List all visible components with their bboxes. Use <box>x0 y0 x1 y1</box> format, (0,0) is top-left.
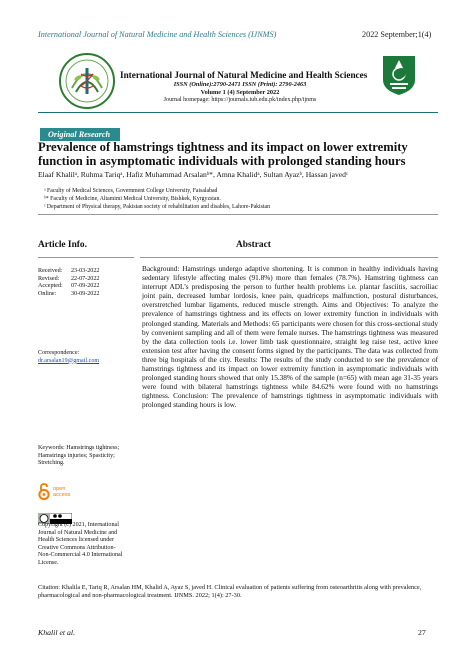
date-received: Received: 23-03-2022 <box>38 268 100 274</box>
abstract-text: Background: Hamstrings undergo adaptive shortening. It is common in healthy individuals having sedentary lifestyle affecting males (91.8%) more than females (78.7%). Hamstring tightness can interrupt ADL’s predisposing the person to further health problems i.e. plantar fasciitis, sacroiliac joint pain, decreased lumbar lordosis, knee pain, quadriceps malfunction, postural disturbances, overstretched lumbar ligaments, reduced muscle strength. Aims and Objectives: To analyze the prevalence of hamstrings tightness and its effects on lower extremity function in individuals with prolonged standing. Materials and Methods: 65 participants were chosen for this cross-sectional study by convenient sampling and all of them were female nurses. The hamstrings tightness was measured by the data collection tools i.e. lower limb task questionnaire, straight leg raise test, active knee extension test after having the consent forms signed by the participants. The data was collected from three big hospitals of the city. Results: The results of the study conducted to see the prevalence of hamstrings tightness and its impact on lower extremity function in asymptomatic individuals with prolonged standing hours showed that only 15.38% of the sample (n=65) with mean age 31-35 years were found with bilateral hamstrings tightness while 84.62% were found with no hamstrings tightness. Conclusion: The prevalence of hamstrings tightness in asymptomatic individuals with prolonged standing hours is low. <box>142 265 438 410</box>
affiliation-c: ᶜ Department of Physical therapy, Pakistan society of rehabilitation and disables, Lahore-Pakistan <box>44 204 270 210</box>
date-online: Online: 30-09-2022 <box>38 290 100 297</box>
open-access-badge <box>38 483 70 500</box>
masthead-divider <box>38 112 438 113</box>
info-divider <box>38 257 134 258</box>
open-access-word-1: open <box>53 485 66 492</box>
article-info-heading: Article Info. <box>38 240 87 250</box>
page-number: 27 <box>418 628 426 637</box>
abstract-divider <box>140 257 438 258</box>
correspondence-label: Correspondence: <box>38 350 80 356</box>
keywords: Keywords: Hamstrings tightness; Hamstrings injuries; Spasticity; Stretching. <box>38 445 120 467</box>
homepage-link[interactable]: https://journals.iub.edu.pk/index.php/ijnms <box>211 97 317 103</box>
journal-title: International Journal of Natural Medicine and Health Sciences <box>120 70 368 80</box>
running-issue: 2022 September;1(4) <box>362 30 432 39</box>
running-journal-title: International Journal of Natural Medicine and Health Sciences (IJNMS) <box>38 30 277 39</box>
date-revised: Revised: 22-07-2022 <box>38 275 100 282</box>
homepage-label: Journal homepage: <box>163 97 210 103</box>
correspondence-email-link[interactable]: dr.arsalan19@gmail.com <box>38 357 100 364</box>
article-title: Prevalence of hamstrings tightness and its impact on lower extremity function in asymptomatic individuals with prolonged standing hours <box>38 140 408 169</box>
open-access-word-2: access <box>53 491 71 498</box>
date-accepted: Accepted: 07-09-2022 <box>38 283 100 290</box>
university-crest-icon <box>381 54 417 96</box>
volume-line: Volume 1 (4) September 2022 <box>200 89 280 96</box>
header-divider <box>38 214 438 215</box>
article-dates <box>38 268 99 298</box>
homepage-line <box>120 97 360 103</box>
citation: Citation: Khalila E, Tariq R, Arsalan HM, Khalid A, Ayaz S, javed H. Clinical evaluation of patients suffering from osteoarthritis along with prevalence, pharmacological and non-pharmacological treatment. IJNMS. 2022; 1(4): 27-30. <box>38 584 422 599</box>
author-list: Elaaf Khalilᵃ, Ruhma Tariqᵃ, Hafiz Muhammad Arsalanᵇ*, Amna Khalidᵃ, Sultan Ayazᵇ, Hassan javedᶜ <box>38 170 348 179</box>
open-access-lock-icon <box>38 483 50 500</box>
issn-line: ISSN (Online):2790-2471 ISSN (Print): 2790-2463 <box>173 81 307 88</box>
affiliation-a: ᵃ Faculty of Medical Sciences, Government College University, Faisalabad <box>44 188 218 194</box>
correspondence <box>38 350 99 365</box>
ijnms-logo-icon <box>58 52 116 110</box>
affiliation-b: ᵇ* Faculty of Medicine, Altamimi Medical University, Bishkek, Kyrgyzstan. <box>44 196 221 202</box>
cc-license-icon[interactable] <box>38 511 72 522</box>
footer-authors: Khalil et al. <box>38 628 76 637</box>
abstract-heading: Abstract <box>236 240 271 250</box>
article-type-badge: Original Research <box>40 128 120 141</box>
copyright-notice: Copyright (c) 2021, International Journal of Natural Medicine and Health Sciences licensed under Creative Commons Attribution-Non-Commercial 4.0 International License. <box>38 522 123 566</box>
